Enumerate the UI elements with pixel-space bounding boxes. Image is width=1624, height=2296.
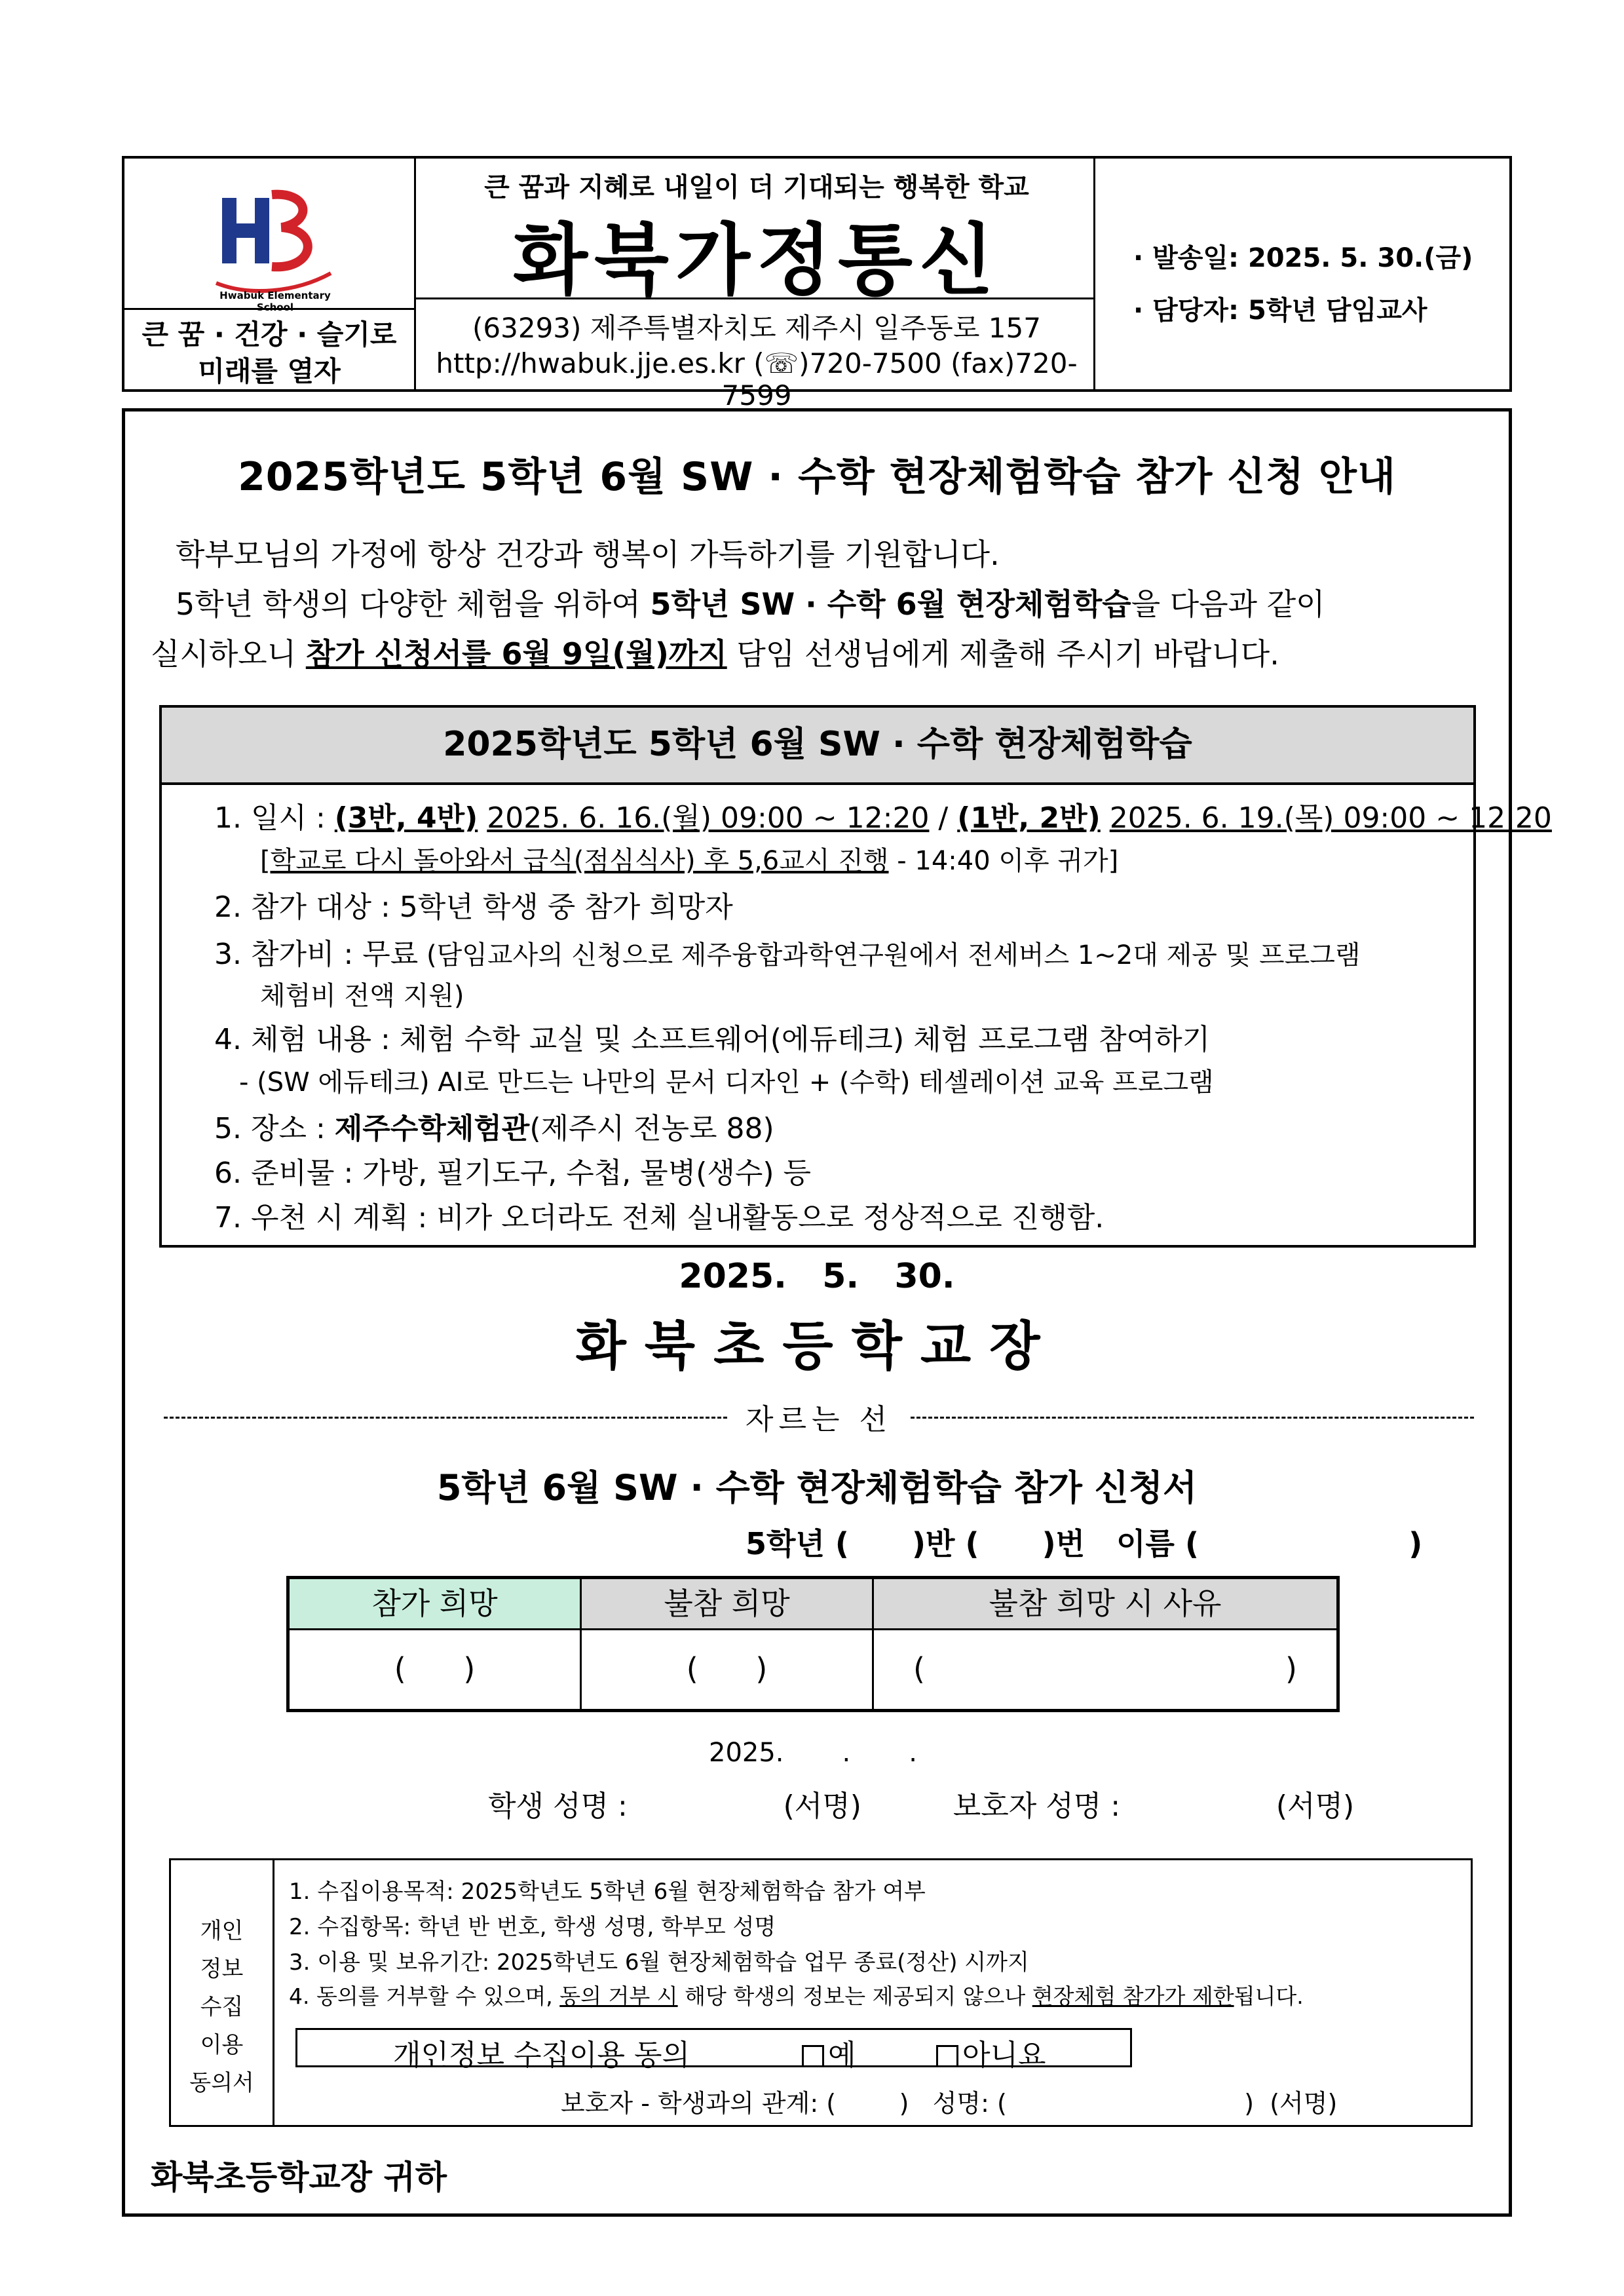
deadline-lead: 실시하오니 [151, 636, 306, 672]
sign-date[interactable]: 2025. . . [709, 1738, 917, 1768]
footer-addressee: 화북초등학교장 귀하 [151, 2158, 447, 2196]
participate-check[interactable]: ( ) [290, 1630, 582, 1709]
consent-item-refusal [289, 1980, 1304, 2010]
yes-checkbox-icon[interactable] [802, 2045, 824, 2067]
deadline-tail: 담임 선생님에게 제출해 주시기 바랍니다. [727, 636, 1279, 672]
deadline-paragraph [151, 629, 1279, 679]
cut-line-label: 자르는 선 [738, 1403, 900, 1436]
schedule-label: 1. 일시 : [214, 801, 335, 835]
newsletter-title: 화북가정통신 [513, 215, 1000, 305]
place-label: 5. 장소 : [214, 1112, 335, 1145]
no-checkbox-icon[interactable] [936, 2045, 958, 2067]
school-motto: 큰 꿈 · 건강 · 슬기로 [142, 318, 397, 351]
info-item-schedule [214, 794, 1552, 836]
consent-label-4: 이용 [200, 2032, 244, 2058]
signature-line[interactable]: 학생 성명 : (서명) 보호자 성명 : (서명) [488, 1789, 1355, 1823]
schedule-date-a: 2025. 6. 16.(월) 09:00 ~ 12:20 [487, 801, 930, 835]
school-logo [210, 185, 334, 296]
consent-no-option[interactable] [936, 2031, 1046, 2073]
logo-caption: Hwabuk Elementary School [219, 290, 331, 313]
fee-label: 3. 참가비 : 무료 [214, 938, 419, 971]
schedule-note-end: - 14:40 이후 귀가] [888, 846, 1119, 876]
greeting-paragraph: 학부모님의 가정에 항상 건강과 행복이 가득하기를 기원합니다. [176, 537, 1000, 572]
notice-title: 2025학년도 5학년 6월 SW · 수학 현장체험학습 참가 신청 안내 [238, 454, 1396, 500]
col-absent-reason: 불참 희망 시 사유 [874, 1579, 1336, 1630]
privacy-consent [169, 1858, 1473, 2127]
info-item-fee [214, 930, 1361, 972]
notice-date: 2025. 5. 30. [679, 1257, 955, 1296]
reason-open: ( [913, 1651, 925, 1687]
place-address: (제주시 전농로 88) [529, 1112, 774, 1145]
reason-close: ) [1285, 1651, 1297, 1687]
event-info-heading: 2025학년도 5학년 6월 SW · 수학 현장체험학습 [162, 708, 1473, 785]
schedule-class-a: (3반, 4반) [334, 801, 478, 835]
info-item-schedule-note [260, 840, 1118, 877]
consent-label-3: 수집 [200, 1994, 244, 2020]
info-item-target: 2. 참가 대상 : 5학년 학생 중 참가 희망자 [214, 890, 733, 924]
fee-note: (담임교사의 신청으로 제주융합과학연구원에서 전세버스 1~2대 제공 및 프로그램 [418, 940, 1361, 970]
issue-date: · 발송일: 2025. 5. 30.(금) [1133, 243, 1473, 273]
schedule-separator: / [929, 801, 958, 835]
col-absent: 불참 희망 [582, 1579, 874, 1630]
newsletter-header [122, 156, 1512, 411]
consent-agree-box [295, 2028, 1132, 2072]
school-motto-line2: 미래를 열자 [198, 355, 341, 387]
consent-item-fields: 2. 수집항목: 학년 반 번호, 학생 성명, 학부모 성명 [289, 1914, 776, 1940]
schedule-note: [학교로 다시 돌아와서 급식(점심식사) 후 5,6교시 진행 [260, 846, 889, 876]
refusal-a: 4. 동의를 거부할 수 있으며, [289, 1983, 560, 2009]
place-name: 제주수학체험관 [334, 1112, 530, 1145]
participation-table [286, 1576, 1340, 1712]
info-item-rain-plan: 7. 우천 시 계획 : 비가 오더라도 전체 실내활동으로 정상적으로 진행함. [214, 1201, 1105, 1234]
consent-label [171, 1860, 274, 2125]
info-item-fee-note2: 체험비 전액 지원) [260, 981, 464, 1011]
intro-text-end: 을 다음과 같이 [1131, 586, 1325, 622]
student-info-line[interactable]: 5학년 ( )반 ( )번 이름 ( ) [746, 1526, 1423, 1561]
info-item-place [214, 1105, 774, 1147]
schedule-class-b: (1반, 2반) [957, 801, 1101, 835]
consent-item-period: 3. 이용 및 보유기간: 2025학년도 6월 현장체험학습 업무 종료(정산) 시까지 [289, 1949, 1029, 1976]
col-participate: 참가 희망 [290, 1579, 582, 1630]
form-title: 5학년 6월 SW · 수학 현장체험학습 참가 신청서 [436, 1467, 1198, 1508]
consent-yes-option[interactable] [802, 2031, 856, 2073]
intro-text: 5학년 학생의 다양한 체험을 위하여 [176, 586, 651, 622]
school-contact: http://hwabuk.jje.es.kr (☏)720-7500 (fax)720-7599 [436, 347, 1078, 411]
yes-label: 예 [828, 2038, 856, 2072]
cut-line [164, 1396, 1474, 1435]
guardian-signature-line[interactable]: 보호자 - 학생과의 관계: ( ) 성명: ( ) (서명) [561, 2089, 1338, 2118]
school-slogan: 큰 꿈과 지혜로 내일이 더 기대되는 행복한 학교 [484, 172, 1029, 202]
schedule-date-b: 2025. 6. 19.(목) 09:00 ~ 12:20 [1109, 801, 1552, 835]
info-item-content: 4. 체험 내용 : 체험 수학 교실 및 소프트웨어(에듀테크) 체험 프로그램 참여하기 [214, 1023, 1211, 1056]
event-name: 5학년 SW · 수학 6월 현장체험학습 [650, 586, 1131, 622]
consent-label-2: 정보 [200, 1956, 244, 1982]
no-label: 아니요 [962, 2038, 1046, 2072]
event-info-box [159, 705, 1552, 1248]
consent-label-1: 개인 [200, 1918, 244, 1944]
consent-item-purpose: 1. 수집이용목적: 2025학년도 5학년 6월 현장체험학습 참가 여부 [289, 1879, 926, 1905]
info-item-supplies: 6. 준비물 : 가방, 필기도구, 수첩, 물병(생수) 등 [214, 1157, 812, 1190]
absent-reason-field[interactable] [874, 1630, 1336, 1709]
refusal-d: 현장체험 참가가 제한 [1032, 1983, 1234, 2009]
refusal-e: 됩니다. [1234, 1983, 1304, 2009]
refusal-b: 동의 거부 시 [559, 1983, 678, 2009]
principal-name: 화북초등학교장 [575, 1316, 1059, 1377]
consent-agree-label: 개인정보 수집이용 동의 [393, 2038, 690, 2072]
info-item-content-sub: - (SW 에듀테크) AI로 만드는 나만의 문서 디자인 + (수학) 테셀레이션 교육 프로그램 [239, 1067, 1214, 1098]
absent-check[interactable]: ( ) [582, 1630, 874, 1709]
deadline-text: 참가 신청서를 6월 9일(월)까지 [305, 636, 727, 672]
person-in-charge: · 담당자: 5학년 담임교사 [1133, 296, 1427, 326]
intro-paragraph [176, 579, 1481, 629]
refusal-c: 해당 학생의 정보는 제공되지 않으나 [677, 1983, 1032, 2009]
consent-label-5: 동의서 [189, 2070, 254, 2096]
school-address: (63293) 제주특별자치도 제주시 일주동로 157 [472, 312, 1041, 344]
